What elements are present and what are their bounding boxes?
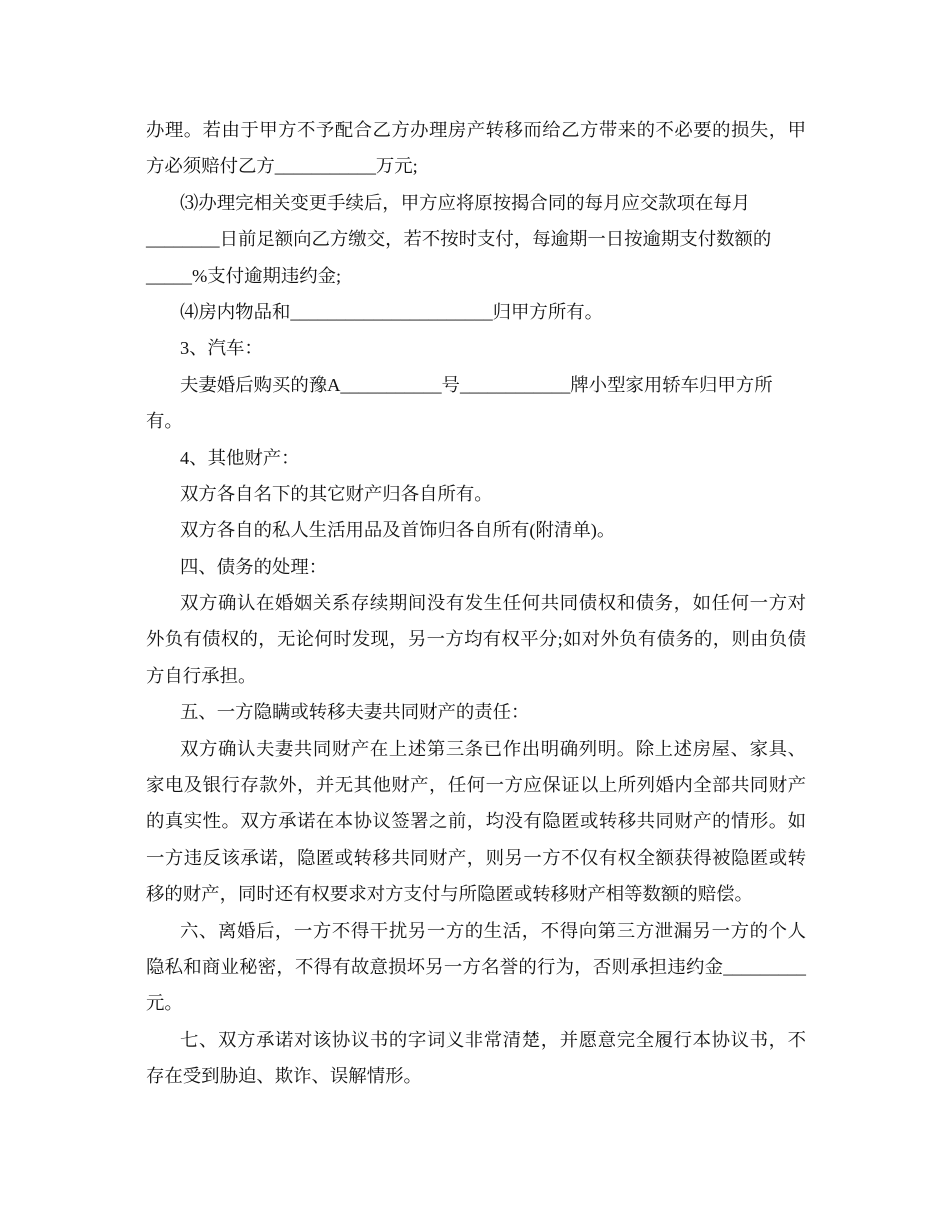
text-line: ________日前足额向乙方缴交，若不按时支付，每逾期一日按逾期支付数额的	[146, 229, 772, 250]
voluntary-agreement-clause	[146, 1022, 806, 1095]
text-line: 双方各自的私人生活用品及首饰归各自所有(附清单)。	[180, 520, 616, 541]
text-line: 七、双方承诺对该协议书的字词义非常清楚，并愿意完全履行本协议书，不	[180, 1029, 806, 1050]
car-ownership-paragraph	[146, 367, 806, 440]
text-line: 四、债务的处理：	[180, 556, 328, 577]
text-line: 存在受到胁迫、欺诈、误解情形。	[146, 1066, 422, 1087]
text-line: ⑷房内物品和______________________归甲方所有。	[180, 301, 603, 322]
text-line: 移的财产，同时还有权要求对方支付与所隐匿或转移财产相等数额的赔偿。	[146, 884, 753, 905]
debts-paragraph	[146, 585, 806, 694]
text-line: 六、离婚后，一方不得干扰另一方的生活，不得向第三方泄漏另一方的个人	[180, 920, 806, 941]
text-line: 的真实性。双方承诺在本协议签署之前，均没有隐匿或转移共同财产的情形。如	[146, 811, 806, 832]
section-heading-debts	[146, 549, 806, 585]
text-line: 双方确认夫妻共同财产在上述第三条已作出明确列明。除上述房屋、家具、	[180, 738, 806, 759]
post-divorce-privacy-clause	[146, 913, 806, 1022]
text-line: ⑶办理完相关变更手续后，甲方应将原按揭合同的每月应交款项在每月	[180, 192, 751, 213]
clause-4-household-items	[146, 294, 806, 330]
clause-3-mortgage-payment	[146, 185, 806, 294]
text-line: _____%支付逾期违约金;	[146, 265, 342, 286]
section-heading-car	[146, 330, 806, 366]
text-line: 双方各自名下的其它财产归各自所有。	[180, 483, 493, 504]
text-line: 元。	[146, 993, 183, 1014]
document-body	[146, 112, 806, 1095]
section-heading-other-property	[146, 440, 806, 476]
house-transfer-compensation-clause	[146, 112, 806, 185]
text-line: 方自行承担。	[146, 665, 257, 686]
text-line: 办理。若由于甲方不予配合乙方办理房产转移而给乙方带来的不必要的损失，甲	[146, 120, 806, 140]
text-line: 夫妻婚后购买的豫A___________号____________牌小型家用轿车归甲方所	[180, 374, 773, 395]
other-property-paragraph	[146, 476, 806, 512]
text-line: 双方确认在婚姻关系存续期间没有发生任何共同债权和债务，如任何一方对	[180, 593, 806, 614]
text-line: 4、其他财产：	[180, 447, 300, 468]
concealment-liability-paragraph	[146, 731, 806, 913]
text-line: 方必须赔付乙方___________万元;	[146, 156, 418, 177]
text-line: 一方违反该承诺，隐匿或转移共同财产，则另一方不仅有权全额获得被隐匿或转	[146, 847, 806, 868]
text-line: 3、汽车：	[180, 338, 263, 359]
personal-items-paragraph	[146, 512, 806, 548]
text-line: 家电及银行存款外，并无其他财产，任何一方应保证以上所列婚内全部共同财产	[146, 775, 806, 796]
text-line: 五、一方隐瞒或转移夫妻共同财产的责任：	[180, 702, 530, 723]
text-line: 隐私和商业秘密，不得有故意损坏另一方名誉的行为，否则承担违约金_________	[146, 956, 806, 977]
text-line: 外负有债权的，无论何时发现，另一方均有权平分;如对外负有债务的，则由负债	[146, 629, 806, 650]
section-heading-concealment-liability	[146, 694, 806, 730]
text-line: 有。	[146, 411, 183, 432]
